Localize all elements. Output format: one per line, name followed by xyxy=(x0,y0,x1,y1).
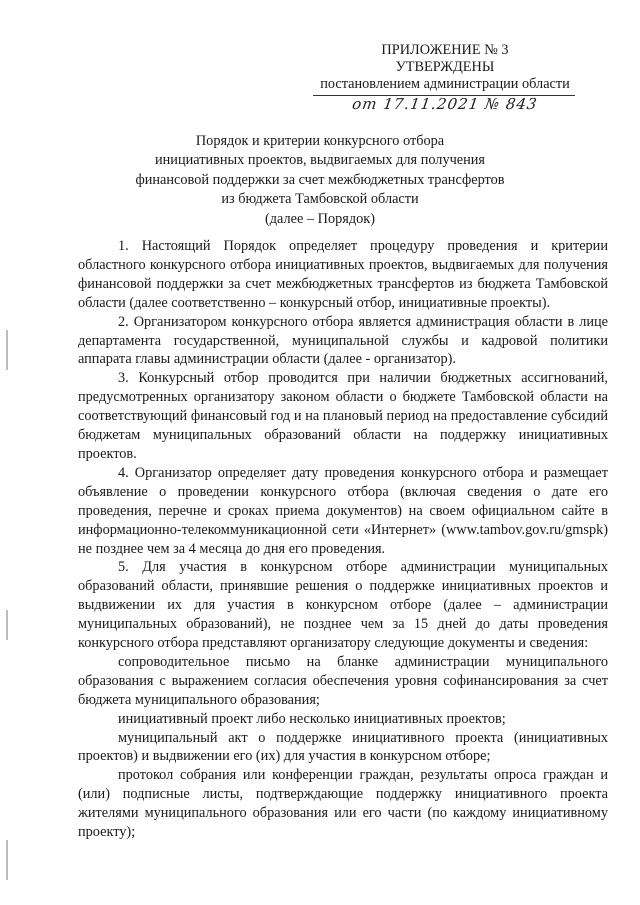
title-line: (далее – Порядок) xyxy=(265,210,375,227)
document-title xyxy=(100,132,540,229)
scan-margin-mark xyxy=(6,610,8,640)
approved-label: УТВЕРЖДЕНЫ xyxy=(395,59,495,75)
resolution-text: постановлением администрации области xyxy=(320,76,570,92)
title-line: инициативных проектов, выдвигаемых для получения xyxy=(154,152,486,169)
title-line: финансовой поддержки за счет межбюджетных трансфертов xyxy=(135,171,505,188)
handwritten-date: от 17.11.2021 № 843 xyxy=(351,95,539,113)
list-item-municipal-act: муниципальный акт о поддержке инициативного проекта (инициативных проектов) и выдвижении его (их) для участия в конкурсном отборе; xyxy=(78,729,608,765)
paragraph-2: 2. Организатором конкурсного отбора является администрация области в лице департамента государственной, муниципальной службы и кадровой политики аппарата главы администрации области (далее - организатор). xyxy=(78,313,608,368)
appendix-number: ПРИЛОЖЕНИЕ № 3 xyxy=(381,42,509,58)
title-line: Порядок и критерии конкурсного отбора xyxy=(195,133,445,149)
appendix-header xyxy=(300,42,590,93)
paragraph-4: 4. Организатор определяет дату проведения конкурсного отбора и размещает объявление о проведении конкурсного отбора (включая сведения о дате его проведения, перечне и сроках приема документов) на своем официальном сайте в информационно-телекоммуникационной сети «Интернет» (www.tambov.gov.ru/gmspk) не позднее чем за 4 месяца до дня его проведения. xyxy=(78,464,608,557)
list-item-meeting-protocol: протокол собрания или конференции граждан, результаты опроса граждан и (или) подписные листы, подтверждающие поддержку инициативного проекта жителями муниципального образования или его части (по каждому инициативному проекту); xyxy=(78,767,608,841)
paragraph-5: 5. Для участия в конкурсном отборе администрации муниципальных образований области, принявшие решения о поддержке инициативных проектов и выдвижении их для участия в конкурсном отборе (далее – администрации муниципальных образований), не позднее чем за 15 дней до даты проведения конкурсного отбора представляют организатору следующие документы и сведения: xyxy=(78,559,608,652)
scan-margin-mark xyxy=(6,840,8,880)
list-item-cover-letter: сопроводительное письмо на бланке администрации муниципального образования с выражением согласия обеспечения уровня софинансирования за счет бюджета муниципального образования; xyxy=(78,653,608,708)
document-body xyxy=(78,237,608,842)
paragraph-1: 1. Настоящий Порядок определяет процедуру проведения и критерии областного конкурсного отбора инициативных проектов, выдвигаемых для получения финансовой поддержки за счет межбюджетных трансфертов из бюджета Тамбовской области (далее соответственно – конкурсный отбор, инициативные проекты). xyxy=(78,238,608,311)
paragraph-3: 3. Конкурсный отбор проводится при наличии бюджетных ассигнований, предусмотренных организатору законом области о бюджете Тамбовской области на соответствующий финансовый год и на плановый период на предоставление субсидий бюджетам муниципальных образований области на поддержку инициативных проектов. xyxy=(78,370,608,462)
scan-margin-mark xyxy=(6,330,8,370)
title-line: из бюджета Тамбовской области xyxy=(221,191,419,208)
list-item-initiative-project: инициативный проект либо несколько инициативных проектов; xyxy=(118,710,506,727)
